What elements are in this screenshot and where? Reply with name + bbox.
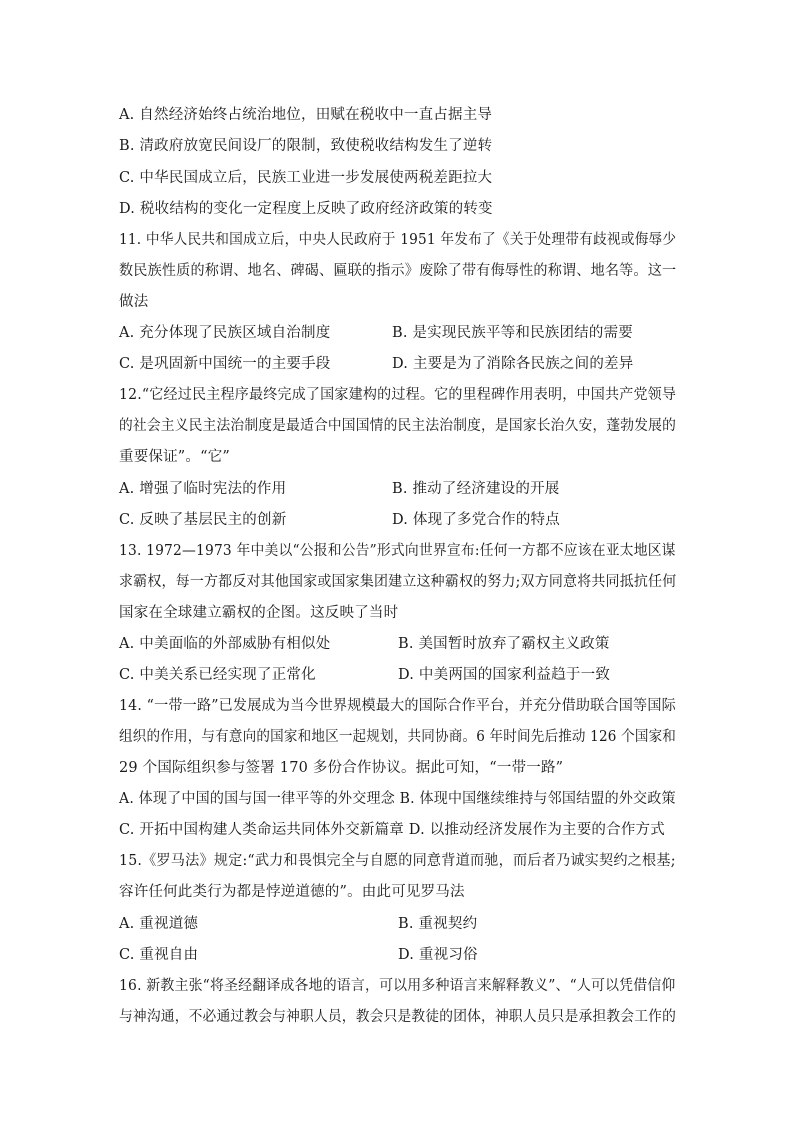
q10-option-a: A. 自然经济始终占统治地位，田赋在税收中一直占据主导 [119,107,493,123]
q14-stem-line-1: 14. “一带一路”已发展成为当今世界规模最大的国际合作平台，并充分借助联合国等国际 [119,698,676,714]
q11-stem-line-3: 做法 [119,294,149,310]
q14-options-ab: A. 体现了中国的国与国一律平等的外交理念 B. 体现中国继续维持与邻国结盟的外交政策 [119,791,676,807]
q15-option-a: A. 重视道德 [119,916,199,932]
q13-stem-line-2: 求霸权，每一方都反对其他国家或国家集团建立这种霸权的努力;双方同意将共同抵抗任何 [119,574,677,590]
q11-option-d: D. 主要是为了消除各民族之间的差异 [392,356,634,372]
q12-option-b: B. 推动了经济建设的开展 [392,481,560,497]
q12-option-d: D. 体现了多党合作的特点 [392,512,560,528]
q15-stem-line-2: 容许任何此类行为都是悖逆道德的”。由此可见罗马法 [119,884,465,900]
q16-stem-line-2: 与神沟通，不必通过教会与神职人员，教会只是教徒的团体，神职人员只是承担教会工作的 [119,1009,677,1025]
q11-option-a: A. 充分体现了民族区域自治制度 [119,325,331,341]
q12-option-c: C. 反映了基层民主的创新 [119,512,287,528]
q15-option-d: D. 重视习俗 [398,947,478,963]
q10-option-b: B. 清政府放宽民间设厂的限制，致使税收结构发生了逆转 [119,138,493,154]
q10-option-d: D. 税收结构的变化一定程度上反映了政府经济政策的转变 [119,201,493,217]
q15-option-c: C. 重视自由 [119,947,199,963]
q12-stem-line-2: 的社会主义民主法治制度是最适合中国国情的民主法治制度，是国家长治久安，蓬勃发展的 [119,418,677,434]
q12-stem-line-3: 重要保证”。“它” [119,449,231,465]
q11-option-c: C. 是巩固新中国统一的主要手段 [119,356,331,372]
q13-stem-line-1: 13. 1972—1973 年中美以“公报和公告”形式向世界宣布:任何一方都不应该在亚太地区谋 [119,543,676,559]
q13-stem-line-3: 国家在全球建立霸权的企图。这反映了当时 [119,605,399,621]
q13-option-d: D. 中美两国的国家利益趋于一致 [398,667,611,683]
q16-stem-line-1: 16. 新教主张“将圣经翻译成各地的语言，可以用多种语言来解释教义”、“人可以凭借信仰 [119,978,676,994]
q13-option-c: C. 中美关系已经实现了正常化 [119,667,316,683]
q11-stem-line-2: 数民族性质的称谓、地名、碑碣、匾联的指示》废除了带有侮辱性的称谓、地名等。这一 [119,263,677,279]
q14-stem-line-3: 29 个国际组织参与签署 170 多份合作协议。据此可知，“一带一路” [119,760,564,776]
q11-option-b: B. 是实现民族平等和民族团结的需要 [392,325,633,341]
q11-stem-line-1: 11. 中华人民共和国成立后，中央人民政府于 1951 年发布了《关于处理带有歧视或侮辱少 [119,232,677,248]
q14-options-cd: C. 开拓中国构建人类命运共同体外交新篇章 D. 以推动经济发展作为主要的合作方式 [119,822,665,838]
q10-option-c: C. 中华民国成立后，民族工业进一步发展使两税差距拉大 [119,170,493,186]
q14-stem-line-2: 组织的作用，与有意向的国家和地区一起规划，共同协商。6 年时间先后推动 126 个国家和 [119,729,677,745]
q13-option-a: A. 中美面临的外部威胁有相似处 [119,636,331,652]
q12-stem-line-1: 12.“它经过民主程序最终完成了国家建构的过程。它的里程碑作用表明，中国共产党领导 [119,387,677,403]
q13-option-b: B. 美国暂时放弃了霸权主义政策 [398,636,610,652]
q15-stem-line-1: 15.《罗马法》规定:“武力和畏惧完全与自愿的同意背道而驰，而后者乃诚实契约之根基; [119,853,676,869]
q12-option-a: A. 增强了临时宪法的作用 [119,481,287,497]
q15-option-b: B. 重视契约 [398,916,478,932]
